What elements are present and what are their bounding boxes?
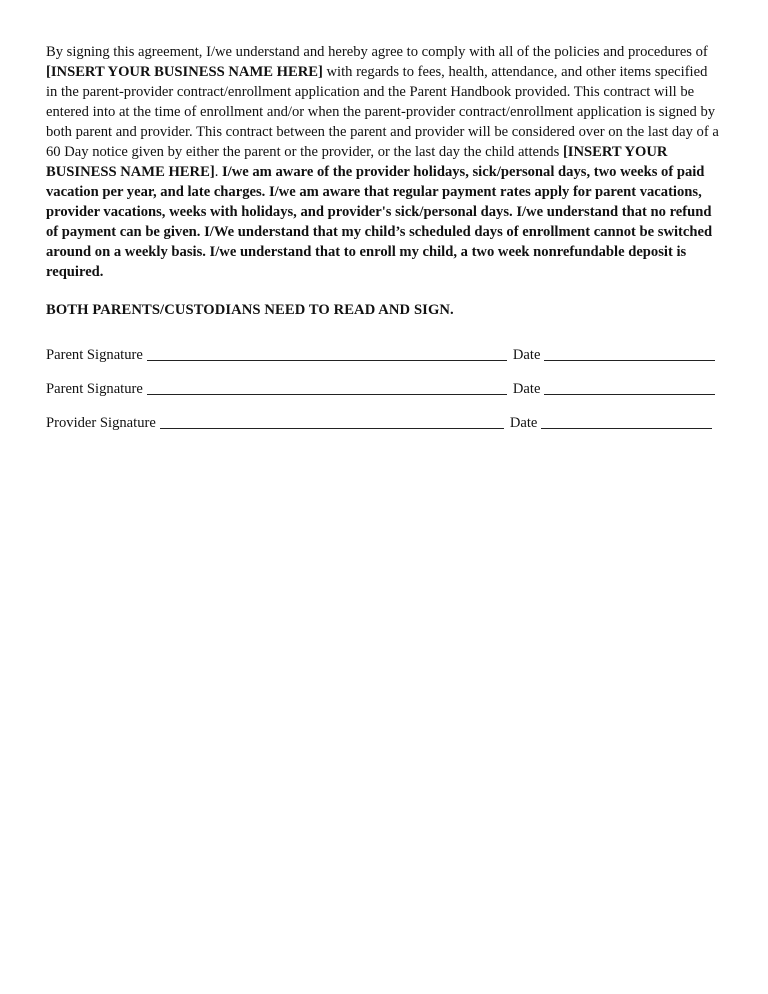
signature-row-provider <box>46 410 720 432</box>
signature-label: Parent Signature <box>46 347 143 363</box>
business-name-placeholder-1: [INSERT YOUR BUSINESS NAME HERE] <box>46 64 323 80</box>
date-line[interactable] <box>544 380 715 395</box>
date-label: Date <box>509 415 538 431</box>
date-label: Date <box>512 347 541 363</box>
business-name-placeholder-2: [INSERT YOUR BUSINESS NAME HERE] <box>46 144 668 180</box>
signature-row-parent-1 <box>46 342 720 364</box>
signing-instruction-heading: BOTH PARENTS/CUSTODIANS NEED TO READ AND SIGN. <box>46 302 454 318</box>
agreement-text-part-3: . <box>214 164 222 180</box>
agreement-text-part-1: By signing this agreement, I/we understand and hereby agree to comply with all of the policies and procedures of <box>46 44 708 60</box>
signature-line[interactable] <box>160 414 504 429</box>
signature-row-parent-2 <box>46 376 720 398</box>
signature-label: Parent Signature <box>46 381 143 397</box>
agreement-bold-terms: I/we am aware of the provider holidays, sick/personal days, two weeks of paid vacation per year, and late charges. I/we am aware that regular payment rates apply for parent vacations, provider vacations, weeks with holidays, and provider's sick/personal days. I/we understand that no refund of payment can be given. I/We understand that my child’s scheduled days of enrollment cannot be switched around on a weekly basis. I/we understand that to enroll my child, a two week nonrefundable deposit is required. <box>46 164 713 280</box>
date-label: Date <box>512 381 541 397</box>
agreement-paragraph <box>46 42 722 282</box>
date-line[interactable] <box>544 346 715 361</box>
signature-line[interactable] <box>147 380 507 395</box>
date-line[interactable] <box>541 414 712 429</box>
signature-line[interactable] <box>147 346 507 361</box>
signature-label: Provider Signature <box>46 415 156 431</box>
agreement-text-part-2: with regards to fees, health, attendance, and other items specified in the parent-provider contract/enrollment application and the Parent Handbook provided. This contract will be entered into at the time of enrollment and/or when the parent-provider contract/enrollment application is signed by both parent and provider. This contract between the parent and provider will be considered over on the last day of a 60 Day notice given by either the parent or the provider, or the last day the child attends <box>46 64 719 160</box>
